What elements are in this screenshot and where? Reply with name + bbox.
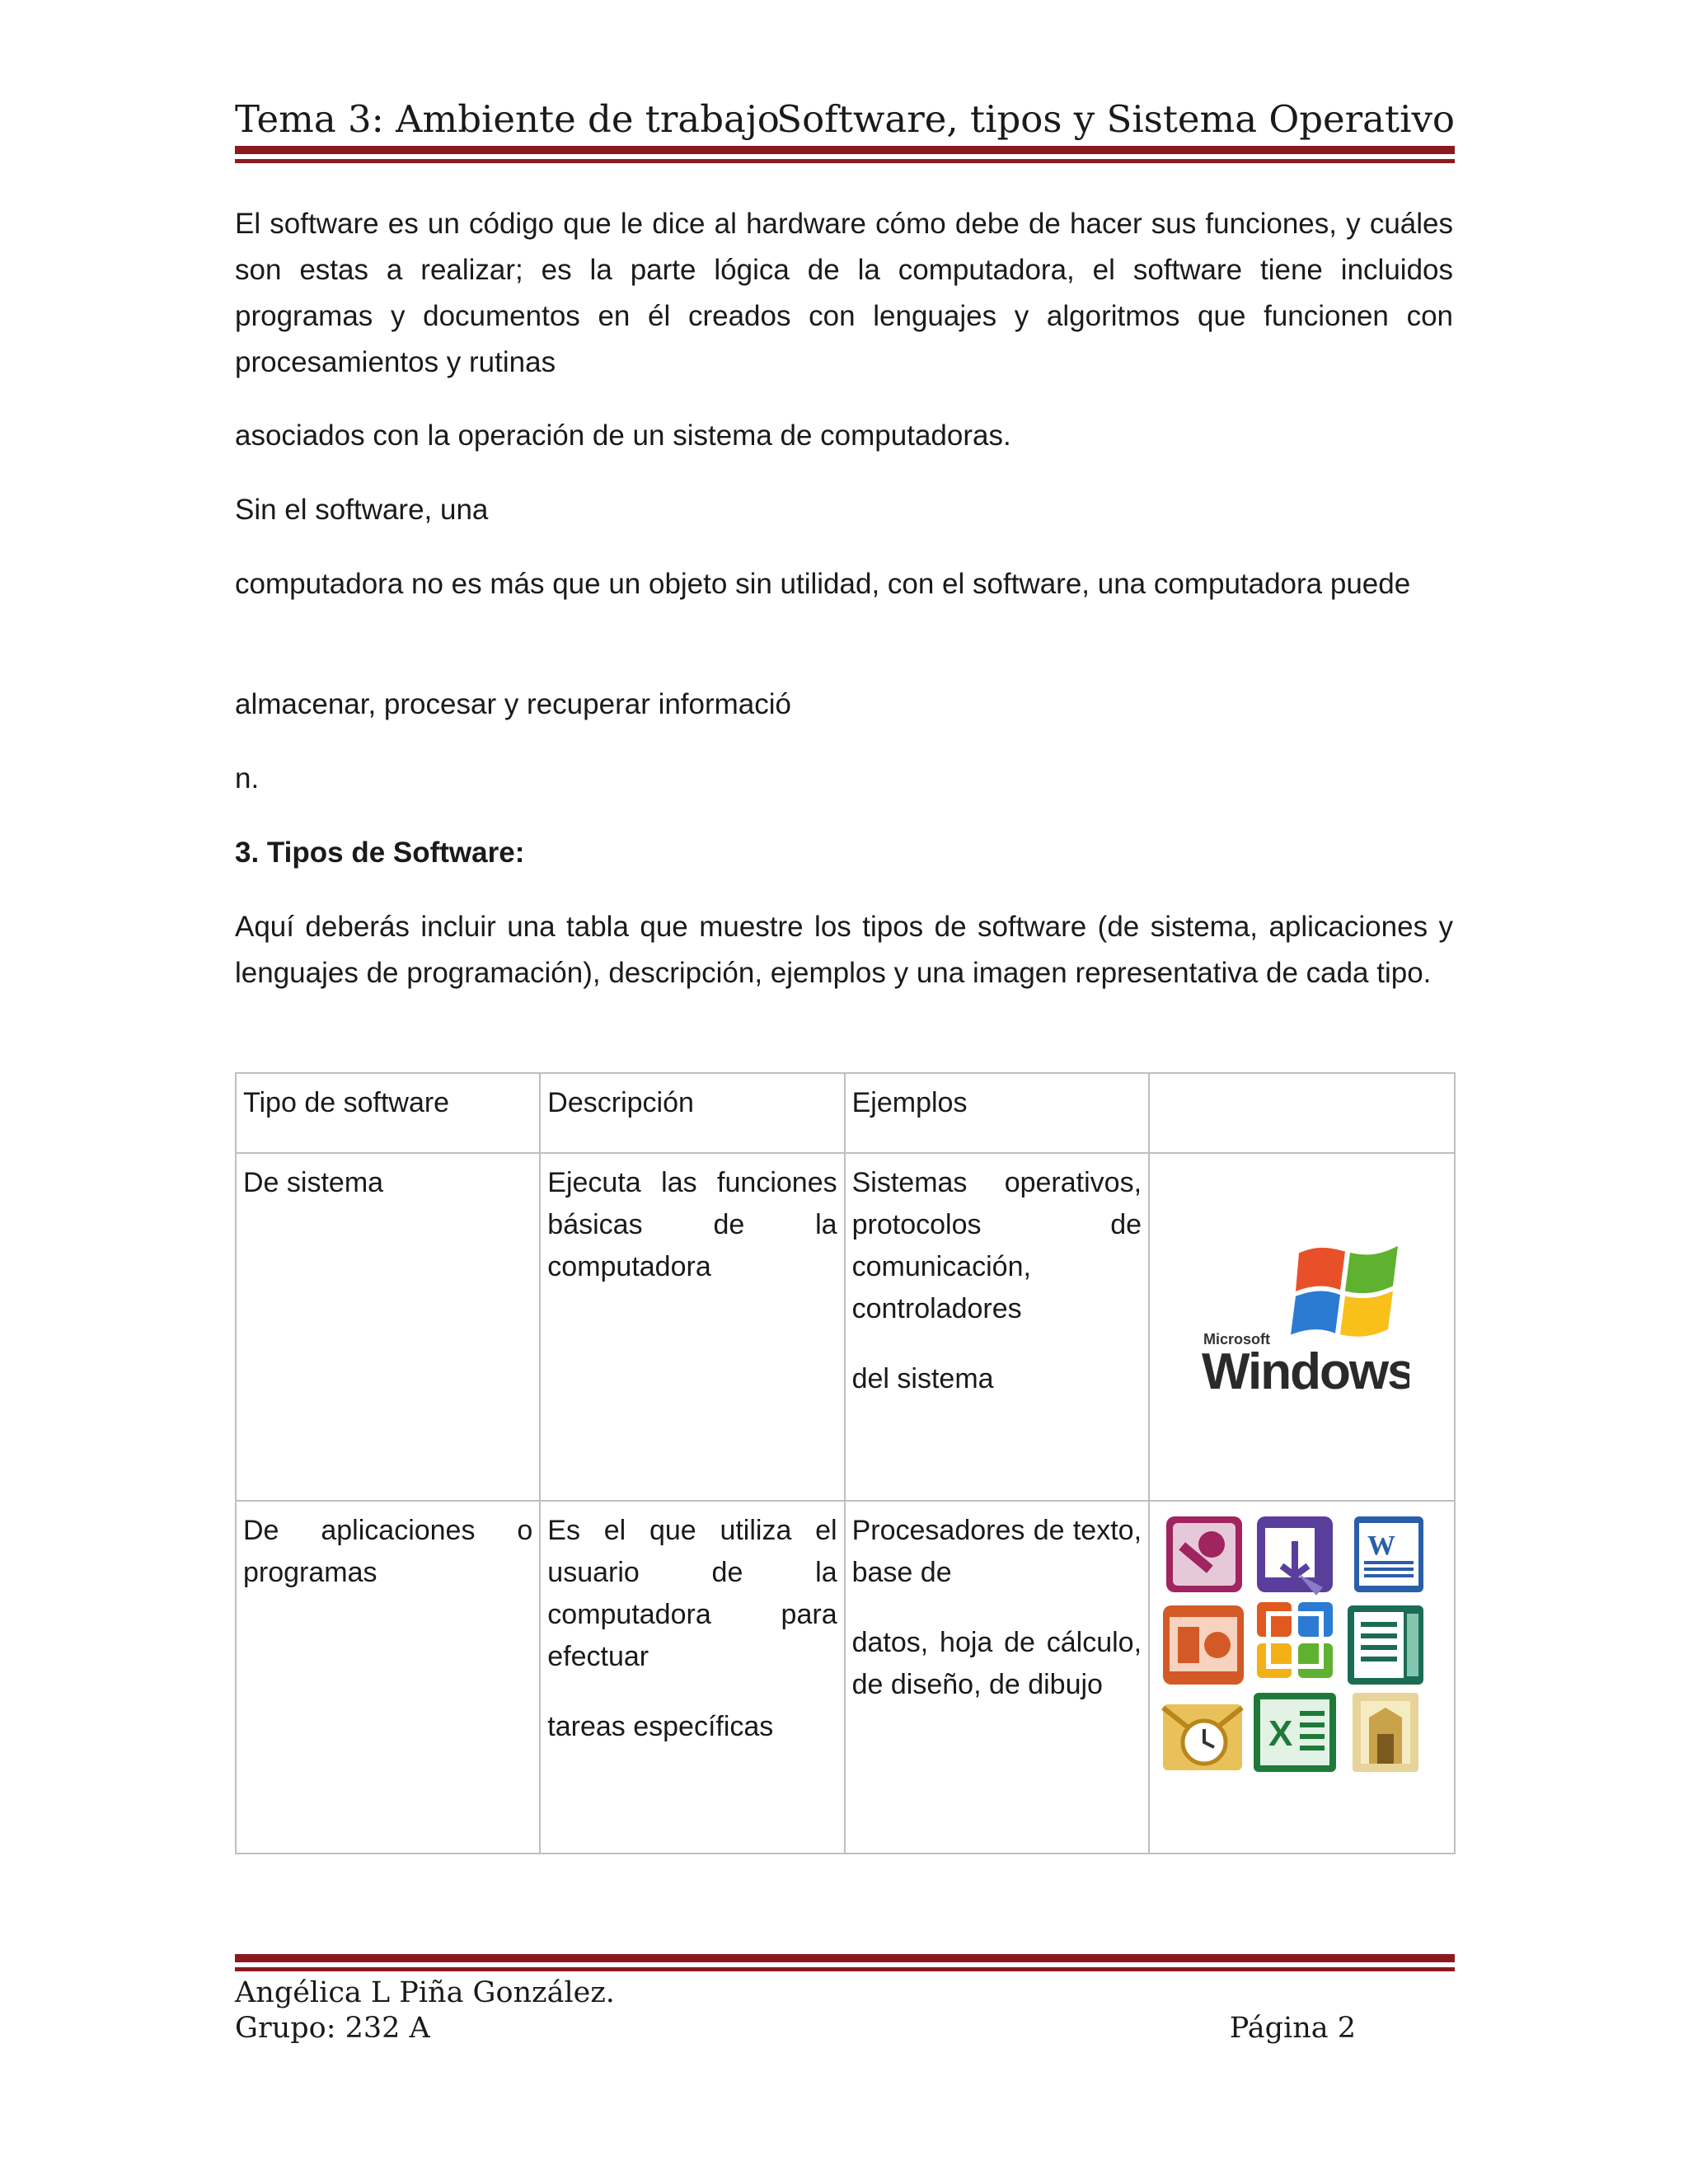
description-applications-tail: tareas específicas	[547, 1711, 774, 1742]
header-cell-description: Descripción	[540, 1073, 844, 1153]
footer-page-number: Página 2	[1229, 2012, 1356, 2045]
groove-icon	[1353, 1693, 1418, 1772]
footer-line	[235, 2012, 1356, 2045]
header-rule-thick	[235, 146, 1455, 154]
cell-examples-system	[845, 1153, 1149, 1501]
word-icon	[1354, 1516, 1423, 1592]
cell-type-system: De sistema	[236, 1153, 540, 1501]
section-heading: 3. Tipos de Software:	[235, 837, 525, 869]
software-types-table	[235, 1072, 1456, 1854]
excel-icon	[1254, 1693, 1336, 1772]
cell-description-system: Ejecuta las funciones básicas de la computadora	[540, 1153, 844, 1501]
cell-image-office	[1149, 1501, 1455, 1854]
footer-rule-thin	[235, 1967, 1455, 1971]
header-title: Software, tipos y Sistema Operativo	[776, 97, 1455, 141]
examples-applications-main: Procesadores de texto, base de	[851, 1515, 1142, 1588]
header-cell-type: Tipo de software	[236, 1073, 540, 1153]
windows-logo-big-text: Windows	[1201, 1343, 1409, 1400]
office-icons-grid	[1156, 1510, 1437, 1782]
header-cell-examples: Ejemplos	[845, 1073, 1149, 1153]
svg-text:X: X	[1268, 1713, 1293, 1754]
header-cell-image	[1149, 1073, 1455, 1153]
access-icon	[1166, 1516, 1242, 1592]
page-header	[235, 97, 1455, 147]
cell-image-windows	[1149, 1153, 1455, 1501]
paragraph-software-definition: El software es un código que le dice al hardware cómo debe de hacer sus funciones, y cuáles son estas a realizar; es la parte lógica de la computadora, el software tiene incluidos programas y documentos en él creados con lenguajes y algoritmos que funcionen con procesamientos y rutinas	[235, 208, 1453, 378]
footer-author: Angélica L Piña González.	[235, 1976, 615, 2009]
cell-description-applications	[540, 1501, 844, 1854]
examples-system-tail: del sistema	[851, 1363, 994, 1394]
paragraph-continuation: asociados con la operación de un sistema de computadoras.	[235, 419, 1011, 452]
table-header-row	[236, 1073, 1455, 1153]
header-topic: Tema 3: Ambiente de trabajo	[235, 97, 780, 141]
footer-rule-thick	[235, 1954, 1455, 1962]
table-row	[236, 1501, 1455, 1854]
paragraph-fragment: n.	[235, 762, 260, 794]
infopath-icon	[1257, 1516, 1333, 1596]
table-row	[236, 1153, 1455, 1501]
cell-examples-applications	[845, 1501, 1149, 1854]
svg-text:W: W	[1367, 1530, 1396, 1561]
cell-type-applications: De aplicaciones o programas	[236, 1501, 540, 1854]
description-applications-main: Es el que utiliza el usuario de la computadora para efectuar	[547, 1515, 837, 1672]
examples-system-main: Sistemas operativos, protocolos de comunicación, controladores	[851, 1167, 1142, 1324]
footer-group: Grupo: 232 A	[235, 2012, 430, 2045]
section-intro: Aquí deberás incluir una tabla que muestre los tipos de software (de sistema, aplicaciones y lenguajes de programación), descripción, ejemplos y una imagen representativa de cada tipo.	[235, 911, 1453, 989]
outlook-icon	[1163, 1704, 1242, 1770]
office-icon	[1257, 1602, 1333, 1678]
examples-applications-tail: datos, hoja de cálculo, de diseño, de dibujo	[851, 1627, 1142, 1700]
paragraph-computer-object: computadora no es más que un objeto sin utilidad, con el software, una computadora puede	[235, 568, 1411, 600]
header-rule-thin	[235, 159, 1455, 163]
powerpoint-icon	[1163, 1605, 1244, 1685]
publisher-icon	[1348, 1605, 1423, 1685]
windows-logo-small-text: Microsoft	[1203, 1330, 1270, 1347]
paragraph-store-process: almacenar, procesar y recuperar informació	[235, 688, 792, 720]
paragraph-without-software: Sin el software, una	[235, 494, 489, 526]
windows-logo-icon	[1195, 1239, 1409, 1404]
